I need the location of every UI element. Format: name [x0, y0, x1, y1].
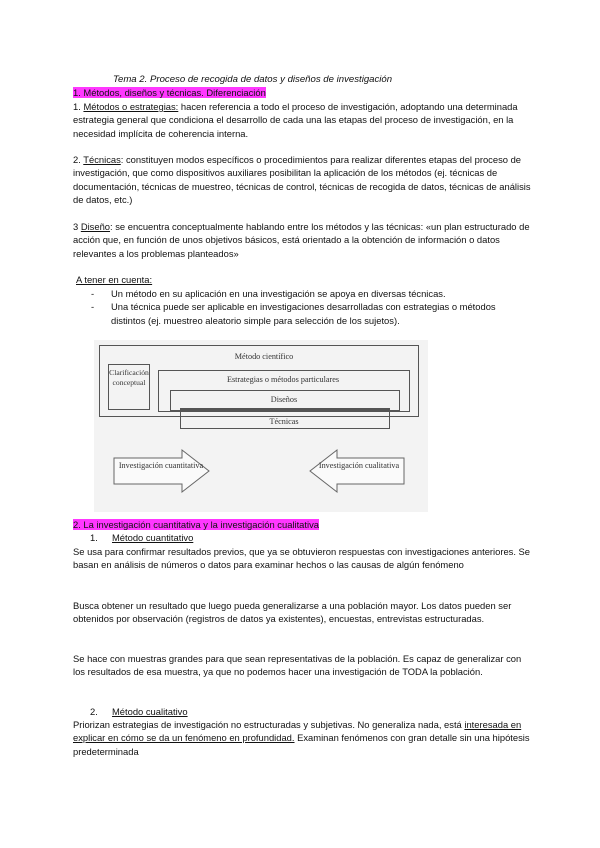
method-cuantitativo-title: 1. Método cuantitativo — [90, 532, 194, 543]
label-clarificacion: Clarificación conceptual — [109, 368, 149, 387]
label-investigacion-cuantitativa: Investigación cuantitativa — [118, 461, 204, 470]
document-title: Tema 2. Proceso de recogida de datos y diseños de investigación — [113, 74, 393, 85]
box-tecnicas — [180, 411, 390, 429]
definition-metodos: 1. Métodos o estrategias: hacen referencia a todo el proceso de investigación, adoptando una determinada estrategia general que condiciona el desarrollo de cada una las etapas del proceso de investigación, en la necesidad implícita de coherencia interna. — [73, 101, 518, 139]
notes-list — [73, 287, 513, 327]
label-estrategias: Estrategias o métodos particulares — [226, 375, 340, 384]
methods-diagram — [94, 340, 428, 512]
cualitativo-paragraph: Priorizan estrategias de investigación no estructuradas y subjetivas. No generaliza nada, está interesada en explicar en cómo se da un fenómeno en profundidad. Examinan fenómenos con gran detalle sin una hipótesis predeterminada — [73, 719, 530, 757]
cuantitativo-paragraph-1: Se usa para confirmar resultados previos, que ya se obtuvieron respuestas con investigaciones anteriores. Se basan en análisis de números o datos para examinar hechos o las causas de algún fenómeno — [73, 546, 531, 571]
section1-heading: 1. Métodos, diseños y técnicas. Diferenciación — [73, 87, 266, 98]
list-item: - Un método en su aplicación en una investigación se apoya en diversas técnicas. — [91, 288, 446, 299]
list-item: - Una técnica puede ser aplicable en investigaciones desarrolladas con estrategias o métodos distintos (ej. muestreo aleatorio simple para selección de los sujetos). — [91, 301, 496, 326]
label-tecnicas: Técnicas — [269, 417, 299, 426]
label-investigacion-cualitativa: Investigación cualitativa — [318, 461, 400, 470]
note-heading: A tener en cuenta: — [76, 274, 153, 285]
section2-heading: 2. La investigación cuantitativa y la investigación cualitativa — [73, 519, 319, 530]
cuantitativo-paragraph-2: Busca obtener un resultado que luego pueda generalizarse a una población mayor. Los datos pueden ser obtenidos por observación (registros de datos ya existentes), encuestas, entrevistas estructuradas. — [73, 600, 512, 625]
definition-tecnicas: 2. Técnicas: constituyen modos específicos o procedimientos para realizar diferentes etapas del proceso de investigación, que como dispositivos auxiliares posibilitan la aplicación de los métodos (ej. técnicas de documentación, técnicas de muestreo, técnicas de control, técnicas de recogida de datos, técnicas de análisis de datos, etc.) — [73, 154, 531, 205]
cuantitativo-paragraph-3: Se hace con muestras grandes para que sean representativas de la población. Es capaz de generalizar con los resultados de esa muestra, ya que no podemos hacer una investigación de TODA la población. — [73, 653, 522, 678]
term-diseno: Diseño — [80, 221, 111, 232]
definition-diseno: 3 Diseño: se encuentra conceptualmente hablando entre los métodos y las técnicas: «un plan estructurado de acción que, en función de unos objetivos básicos, está orientado a la obtención de información o datos relevantes a los problemas planteados» — [73, 221, 530, 259]
section1-heading-wrap — [73, 86, 535, 99]
term-metodos: Métodos o estrategias: — [83, 101, 179, 112]
label-metodo-cientifico: Método científico — [234, 352, 294, 361]
section2-heading-wrap — [73, 518, 535, 531]
box-tecnicas-top — [180, 408, 390, 410]
label-disenos: Diseños — [270, 395, 298, 404]
term-tecnicas: Técnicas — [83, 154, 121, 165]
method-cualitativo-title: 2. Método cualitativo — [90, 706, 188, 717]
